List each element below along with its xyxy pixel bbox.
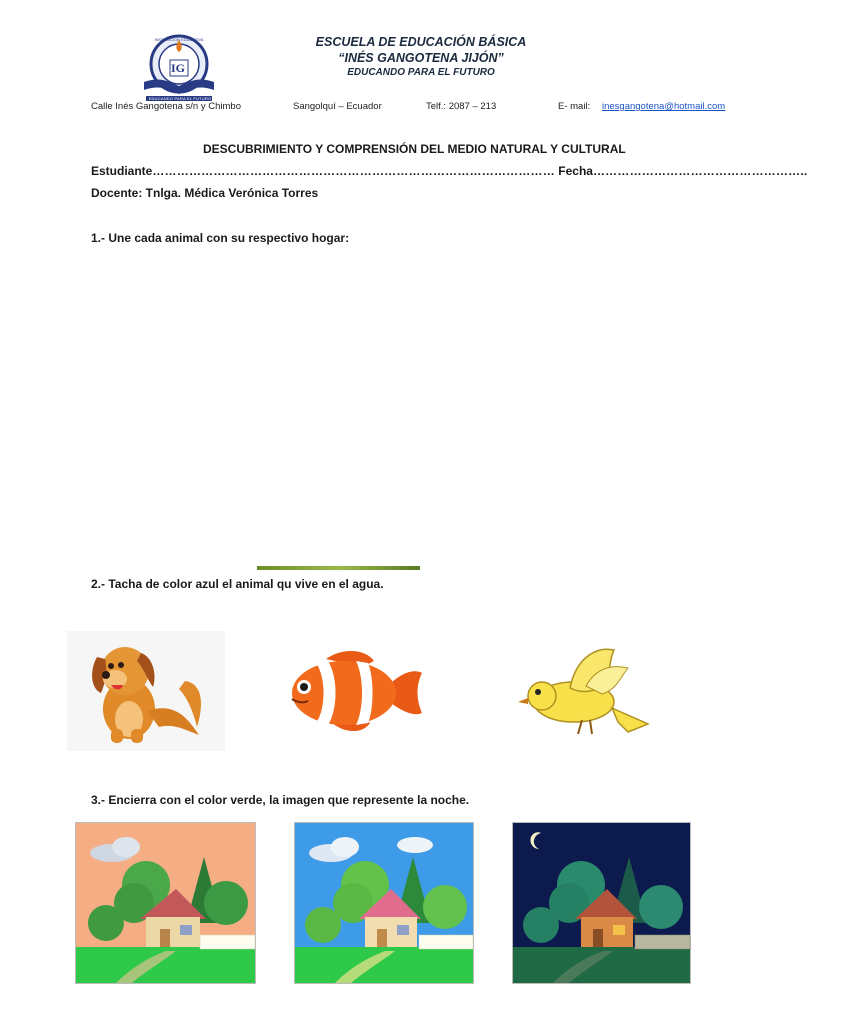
logo-ring-text: INSTITUCION EDUCATIVA	[154, 37, 204, 42]
clownfish-icon	[282, 637, 430, 747]
city: Sangolquí – Ecuador	[293, 101, 382, 112]
school-line-1: ESCUELA DE EDUCACIÓN BÁSICA	[315, 35, 527, 49]
email-link[interactable]: inesgangotena@hotmail.com	[602, 101, 726, 112]
worksheet-title: DESCUBRIMIENTO Y COMPRENSIÓN DEL MEDIO NATURAL Y CULTURAL	[203, 142, 626, 156]
house-scene-art	[513, 823, 690, 983]
dog-icon	[67, 631, 225, 751]
date-dots: ……………………………………………..	[592, 164, 808, 178]
date-label: Fecha	[558, 164, 593, 178]
cropped-image-edge	[257, 566, 420, 570]
student-dots: ………………………………………………………………………………………	[152, 164, 555, 178]
dog-card[interactable]	[67, 631, 225, 751]
teacher-line: Docente: Tnlga. Médica Verónica Torres	[91, 186, 319, 200]
student-field[interactable]	[91, 164, 808, 178]
question-3: 3.- Encierra con el color verde, la imagen que represente la noche.	[91, 793, 470, 807]
house-scene-art	[76, 823, 255, 983]
night-house-scene[interactable]	[512, 822, 691, 984]
bird-card[interactable]	[516, 638, 668, 750]
logo-bottom-text: EDUCANDO PARA EL FUTURO	[148, 96, 212, 101]
address: Calle Inés Gangotena s/n y Chimbo	[91, 101, 241, 112]
email-label: E- mail:	[558, 101, 591, 112]
question-2: 2.- Tacha de color azul el animal qu vive en el agua.	[91, 577, 384, 591]
phone: Telf.: 2087 – 213	[426, 101, 497, 112]
day-house-scene[interactable]	[294, 822, 474, 984]
school-motto: EDUCANDO PARA EL FUTURO	[347, 67, 495, 78]
student-label: Estudiante	[91, 164, 153, 178]
house-scene-art	[295, 823, 473, 983]
moon-icon	[530, 832, 541, 849]
sunset-house-scene[interactable]	[75, 822, 256, 984]
question-1: 1.- Une cada animal con su respectivo hogar:	[91, 231, 350, 245]
school-line-2: “INÉS GANGOTENA JIJÓN”	[338, 51, 504, 65]
logo-initials: IG	[171, 61, 186, 75]
bird-icon	[516, 638, 668, 750]
fish-card[interactable]	[282, 637, 430, 747]
logo-year: 1948	[175, 86, 185, 91]
